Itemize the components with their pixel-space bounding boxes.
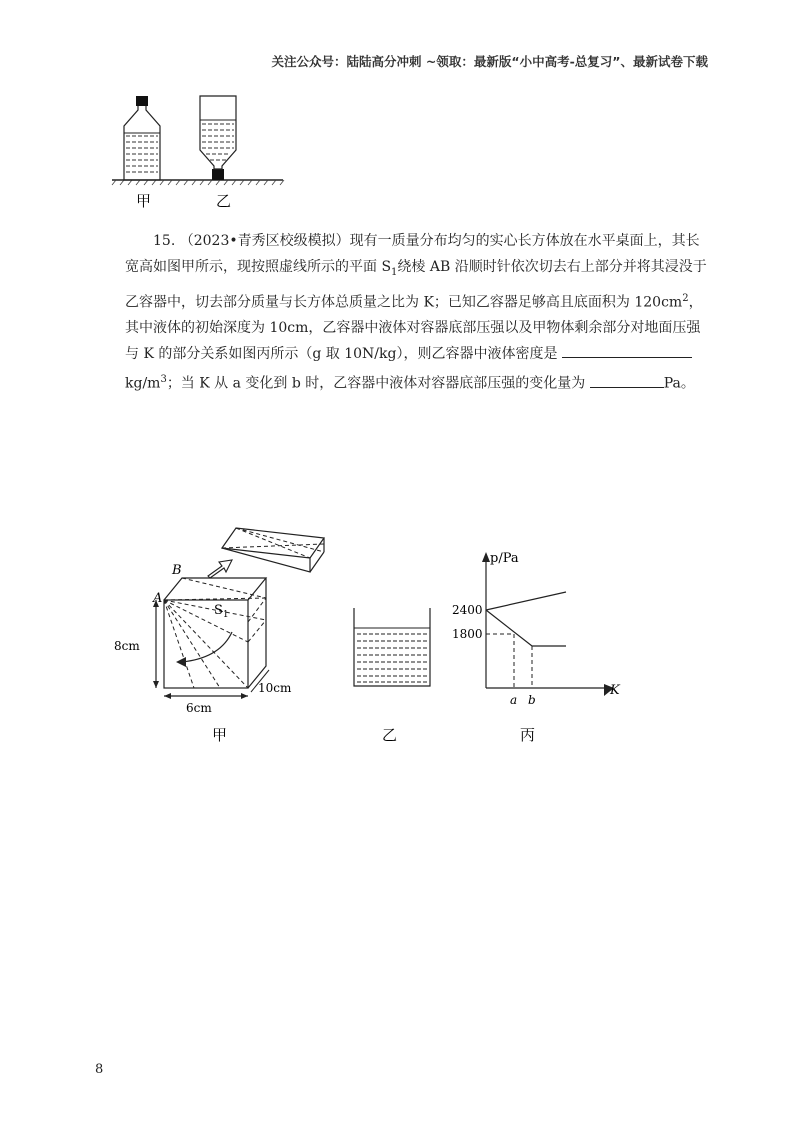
problem-source: （2023•青秀区校级模拟） — [179, 233, 350, 249]
label-jia: 甲 — [136, 192, 152, 210]
label-A: A — [153, 591, 163, 606]
problem-line-4 — [125, 315, 710, 341]
problem-text-1: 现有一质量分布均匀的实心长方体放在水平桌面上，其长 — [349, 233, 700, 249]
subscript-1: 1 — [391, 266, 398, 278]
problem-text-4: 其中液体的初始深度为 10cm，乙容器中液体对容器底部压强以及甲物体剩余部分对地面压强 — [125, 320, 701, 337]
figure-jia-cuboid — [153, 528, 324, 699]
problem-text-3b: ， — [688, 294, 703, 311]
figure-yi-container — [354, 608, 430, 686]
problem-line-3 — [125, 286, 710, 316]
problem-text-6a: kg/m — [125, 376, 161, 393]
problem-text-2b: 绕棱 AB 沿顺时针依次切去右上部分并将其浸没于 — [397, 259, 707, 275]
problem-line-1 — [125, 228, 710, 254]
superscript-3: 3 — [160, 374, 167, 386]
problem-line-2 — [125, 254, 710, 286]
problem-text-6c: Pa。 — [663, 376, 695, 393]
page-number: 8 — [95, 1062, 104, 1077]
problem-15 — [125, 228, 710, 397]
bottles-figure — [100, 90, 290, 215]
bottle-jia — [124, 96, 160, 180]
superscript-2: 2 — [682, 292, 689, 304]
label-depth-10cm: 10cm — [258, 681, 292, 695]
figure-row — [100, 510, 640, 750]
figure-bing-graph — [482, 552, 614, 696]
problem-number: 15. — [153, 233, 176, 249]
axis-x-label: K — [610, 683, 620, 698]
label-height-8cm: 8cm — [114, 639, 140, 653]
page-header: 关注公众号：陆陆高分冲刺 ~领取：最新版“小中高考-总复习”、最新试卷下载 — [271, 54, 708, 69]
problem-line-5 — [125, 341, 710, 367]
answer-blank-pressure[interactable] — [590, 373, 664, 388]
axis-y-label: p/Pa — [490, 551, 519, 566]
tick-b: b — [528, 693, 536, 707]
tick-1800: 1800 — [452, 627, 483, 641]
caption-jia: 甲 — [212, 726, 228, 744]
problem-text-3a: 乙容器中，切去部分质量与长方体总质量之比为 K；已知乙容器足够高且底面积为 120cm — [125, 294, 683, 311]
tick-2400: 2400 — [452, 603, 483, 617]
problem-text-5: 与 K 的部分关系如图丙所示（g 取 10N/kg），则乙容器中液体密度是 — [125, 346, 558, 363]
problem-line-6 — [125, 367, 710, 397]
label-yi: 乙 — [216, 192, 232, 210]
label-width-6cm: 6cm — [186, 701, 212, 715]
caption-bing: 丙 — [520, 726, 536, 744]
label-B: B — [172, 563, 182, 578]
tick-a: a — [510, 693, 518, 707]
bottle-yi — [200, 96, 236, 180]
caption-yi: 乙 — [382, 726, 398, 744]
problem-text-2a: 宽高如图甲所示，现按照虚线所示的平面 S — [125, 259, 392, 275]
label-S: $S_1$ — [214, 603, 229, 620]
problem-text-6b: ；当 K 从 a 变化到 b 时，乙容器中液体对容器底部压强的变化量为 — [166, 376, 586, 393]
answer-blank-density[interactable] — [562, 343, 692, 358]
